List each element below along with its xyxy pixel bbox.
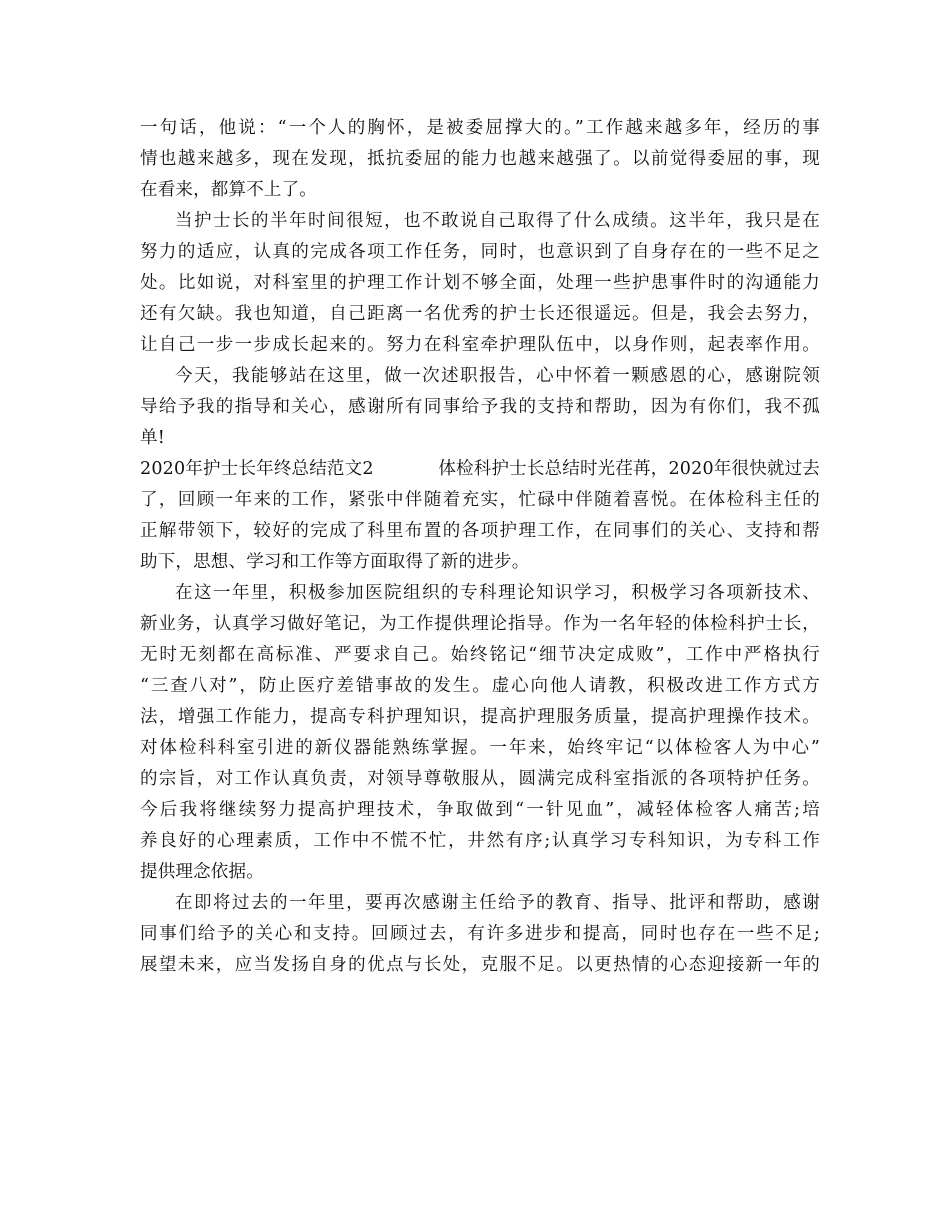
text-line: 对体检科科室引进的新仪器能熟练掌握。一年来，始终牢记“以体检客人为中心” (140, 738, 820, 758)
paragraph (140, 206, 820, 361)
text-line: 让自己一步一步成长起来的。努力在科室牵护理队伍中，以身作则，起表率作用。 (140, 335, 820, 355)
text-line: 情也越来越多，现在发现，抵抗委屈的能力也越来越强了。以前觉得委屈的事，现 (140, 149, 820, 169)
text-line: 单! (140, 428, 165, 448)
paragraph (140, 888, 820, 981)
text-line: 今天，我能够站在这里，做一次述职报告，心中怀着一颗感恩的心，感谢院领 (175, 366, 820, 386)
text-line: 今后我将继续努力提高护理技术，争取做到“一针见血”，减轻体检客人痛苦;培 (140, 800, 820, 820)
paragraph (140, 578, 820, 888)
text-line: 导给予我的指导和关心，感谢所有同事给予我的支持和帮助，因为有你们，我不孤 (140, 397, 820, 417)
text-line: 提供理念依据。 (140, 862, 264, 882)
section-title: 2020年护士长年终总结范文2 (140, 459, 374, 479)
text-line: 的宗旨，对工作认真负责，对领导尊敬服从，圆满完成科室指派的各项特护任务。 (140, 769, 820, 789)
paragraph (140, 361, 820, 454)
text-line: 了，回顾一年来的工作，紧张中伴随着充实，忙碌中伴随着喜悦。在体检科主任的 (140, 490, 820, 510)
text-line: 助下，思想、学习和工作等方面取得了新的进步。 (140, 552, 530, 572)
text-line: 展望未来，应当发扬自身的优点与长处，克服不足。以更热情的心态迎接新一年的 (140, 955, 820, 975)
text-line: “三查八对”，防止医疗差错事故的发生。虚心向他人请教，积极改进工作方式方 (140, 676, 820, 696)
text-line: 努力的适应，认真的完成各项工作任务，同时，也意识到了自身存在的一些不足之 (140, 242, 820, 262)
text-line: 在这一年里，积极参加医院组织的专科理论知识学习，积极学习各项新技术、 (175, 583, 820, 603)
paragraph (140, 454, 820, 578)
paragraph (140, 113, 820, 206)
title-line (140, 454, 820, 485)
text-line: 同事们给予的关心和支持。回顾过去，有许多进步和提高，同时也存在一些不足; (140, 924, 820, 944)
text-line-segment: 体检科护士长总结时光荏苒，2020年很快就过去 (438, 459, 820, 479)
text-line: 当护士长的半年时间很短，也不敢说自己取得了什么成绩。这半年，我只是在 (175, 211, 820, 231)
text-line: 新业务，认真学习做好笔记，为工作提供理论指导。作为一名年轻的体检科护士长， (140, 614, 820, 634)
text-line: 法，增强工作能力，提高专科护理知识，提高护理服务质量，提高护理操作技术。 (140, 707, 820, 727)
text-line: 处。比如说，对科室里的护理工作计划不够全面，处理一些护患事件时的沟通能力 (140, 273, 820, 293)
text-line: 一句话，他说：“一个人的胸怀，是被委屈撑大的。”工作越来越多年，经历的事 (140, 118, 820, 138)
text-line: 在即将过去的一年里，要再次感谢主任给予的教育、指导、批评和帮助，感谢 (175, 893, 820, 913)
text-line: 养良好的心理素质，工作中不慌不忙，井然有序;认真学习专科知识，为专科工作 (140, 831, 820, 851)
text-line: 在看来，都算不上了。 (140, 180, 317, 200)
text-line: 还有欠缺。我也知道，自己距离一名优秀的护士长还很遥远。但是，我会去努力， (140, 304, 820, 324)
document-body (140, 113, 820, 981)
text-line: 正解带领下，较好的完成了科里布置的各项护理工作，在同事们的关心、支持和帮 (140, 521, 820, 541)
text-line: 无时无刻都在高标准、严要求自己。始终铭记“细节决定成败”，工作中严格执行 (140, 645, 820, 665)
